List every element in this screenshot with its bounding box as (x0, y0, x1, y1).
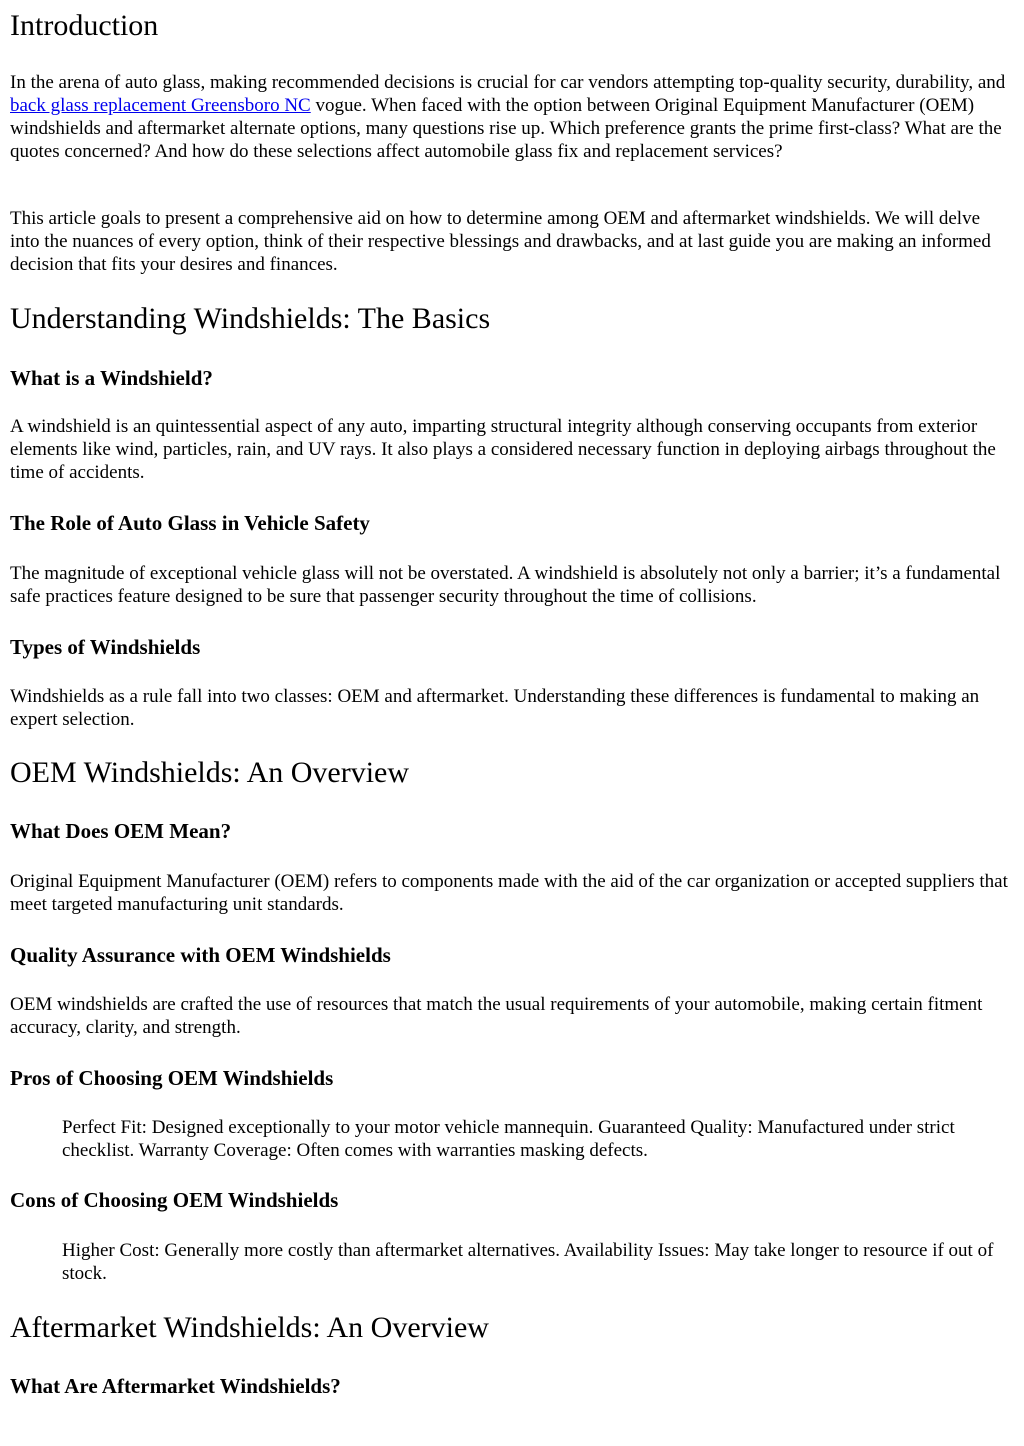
types-of-windshields-text: Windshields as a rule fall into two classes: OEM and aftermarket. Understanding these differences is fundamental to making an expert selection. (10, 686, 980, 730)
basics-heading: Understanding Windshields: The Basics (10, 302, 491, 335)
what-is-windshield-heading: What is a Windshield? (10, 366, 213, 390)
aftermarket-overview-heading: Aftermarket Windshields: An Overview (10, 1311, 489, 1344)
intro-paragraph-2: This article goals to present a comprehensive aid on how to determine among OEM and aftermarket windshields. We will delve into the nuances of every option, think of their respective blessings and drawbacks, and at last guide you are making an informed decision that fits your desires and finances. (10, 208, 991, 275)
back-glass-replacement-link[interactable]: back glass replacement Greensboro NC (10, 95, 311, 116)
what-does-oem-mean-heading: What Does OEM Mean? (10, 819, 232, 843)
what-is-windshield-text: A windshield is an quintessential aspect of any auto, imparting structural integrity although conserving occupants from exterior elements like wind, particles, rain, and UV rays. It also plays a considered necessary function in deploying airbags throughout the time of accidents. (10, 416, 996, 483)
intro-heading: Introduction (10, 9, 159, 42)
intro-text-before-link: In the arena of auto glass, making recommended decisions is crucial for car vendors attempting top-quality security, durability, and (10, 72, 1006, 93)
pros-oem-heading: Pros of Choosing OEM Windshields (10, 1066, 334, 1090)
role-of-auto-glass-heading: The Role of Auto Glass in Vehicle Safety (10, 511, 370, 535)
oem-overview-heading: OEM Windshields: An Overview (10, 756, 410, 789)
what-does-oem-mean-text: Original Equipment Manufacturer (OEM) refers to components made with the aid of the car organization or accepted suppliers that meet targeted manufacturing unit standards. (10, 871, 1008, 915)
pros-oem-text: Perfect Fit: Designed exceptionally to your motor vehicle mannequin. Guaranteed Quality: Manufactured under strict checklist. Warranty Coverage: Often comes with warranties masking defects. (62, 1117, 955, 1161)
intro-paragraph-1 (10, 71, 1014, 163)
what-are-aftermarket-heading: What Are Aftermarket Windshields? (10, 1374, 341, 1398)
cons-oem-text: Higher Cost: Generally more costly than aftermarket alternatives. Availability Issues: May take longer to resource if out of stock. (62, 1240, 994, 1284)
types-of-windshields-heading: Types of Windshields (10, 635, 201, 659)
intro-text-after-link: vogue. When faced with the option between Original Equipment Manufacturer (OEM) windshields and aftermarket alternate options, many questions rise up. Which preference grants the prime first-class? What are the quotes concerned? And how do these selections affect automobile glass fix and replacement services? (10, 95, 1002, 162)
quality-assurance-heading: Quality Assurance with OEM Windshields (10, 943, 391, 967)
quality-assurance-text: OEM windshields are crafted the use of resources that match the usual requirements of your automobile, making certain fitment accuracy, clarity, and strength. (10, 994, 983, 1038)
role-of-auto-glass-text: The magnitude of exceptional vehicle glass will not be overstated. A windshield is absolutely not only a barrier; it’s a fundamental safe practices feature designed to be sure that passenger security throughout the time of collisions. (10, 563, 1001, 607)
cons-oem-heading: Cons of Choosing OEM Windshields (10, 1188, 339, 1212)
